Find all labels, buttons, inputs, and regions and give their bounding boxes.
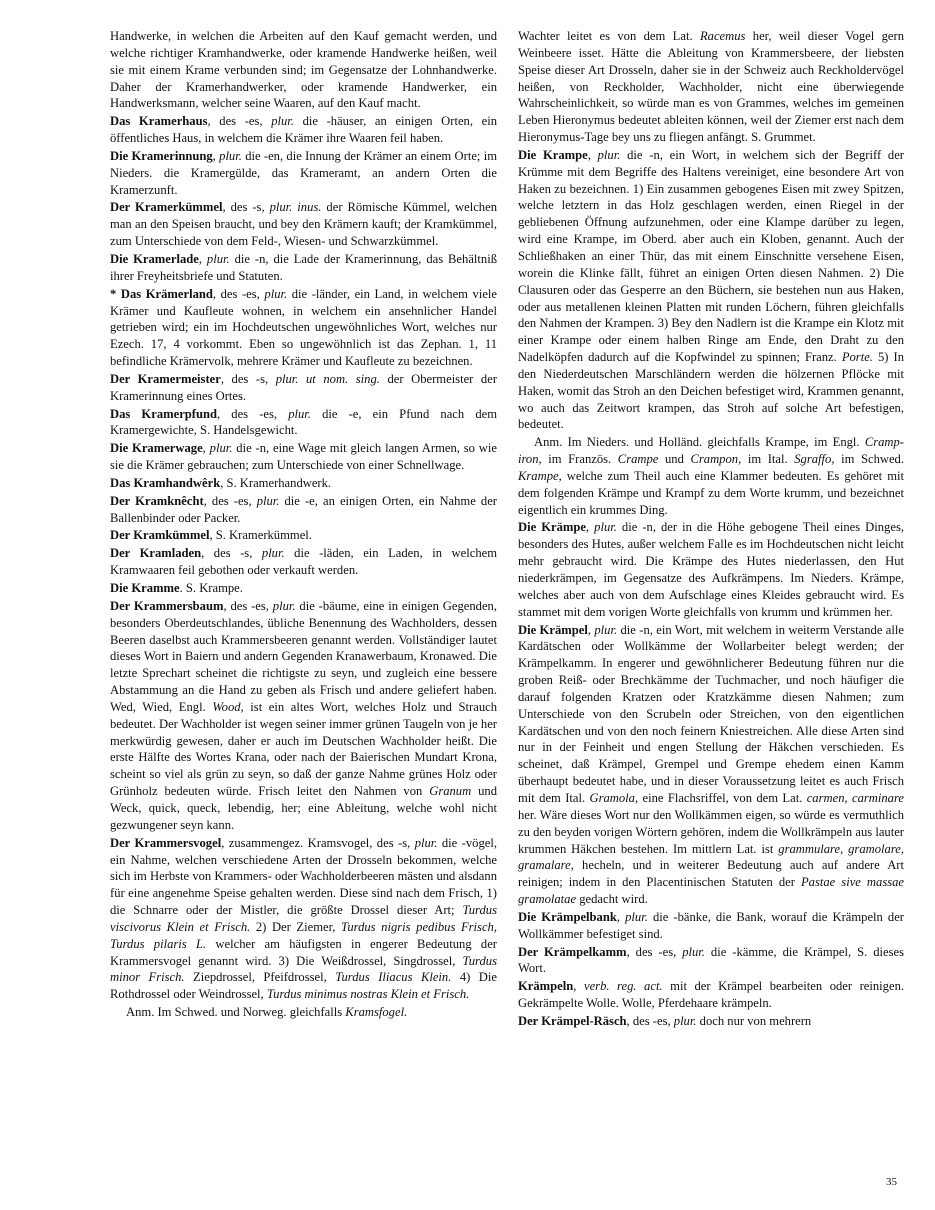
entry-text: die -n, ein Wort, mit welchem in weiterm Verstande alle Kardätschen oder Wollkämme der Wollarbeiter belegt werden; der Krämpelkamm. In engerer und gewöhnlicherer Bedeutung führen nur die groben Reiß- oder Brechkämme der Tuchmacher, und noch häufiger die darauf folgenden Kratzen oder Kratzkämme diesen Nahmen; zum Unterschiede von den Scrubeln oder Streichen, von den eigentlichen Kardätschen und von den noch feinern Kniestreichen. Alle diese Arten sind nur in der Feinheit und engen Stellung der Häkchen verschieden. Es scheinet, daß Krämpel, Grempel und Grempe ehedem einen Kamm überhaupt bedeutet habe, und in dieser Voraussetzung leitet es auch Frisch mit dem Ital.	[518, 622, 904, 805]
dictionary-entry	[110, 493, 497, 527]
dictionary-entry	[110, 28, 497, 112]
italic-term: plur.	[219, 148, 242, 163]
dictionary-entry	[110, 440, 497, 474]
dictionary-entry	[110, 598, 497, 834]
entry-headword: Die Krämpel	[518, 622, 588, 637]
italic-term: plur.	[264, 286, 288, 301]
entry-headword: * Das Krämerland	[110, 286, 213, 301]
dictionary-entry	[518, 1013, 904, 1030]
entry-text: hecheln, und in weiterer Bedeutung auch auf andere Art reinigen; indem in den Placentinischen Statuten der	[518, 858, 904, 890]
dictionary-entry	[110, 545, 497, 579]
entry-text: ,	[616, 909, 626, 924]
italic-term: plur.	[594, 520, 617, 535]
entry-text: , des -es,	[626, 944, 683, 959]
italic-term: verb. reg. act.	[583, 979, 663, 994]
right-column	[518, 28, 904, 1031]
entry-headword: Das Kramerhaus	[110, 114, 208, 129]
entry-text: welcher am häufigsten in engerer Bedeutung der Krammersvogel genannt wird. 3) Die Weißdrossel, Singdrossel,	[110, 936, 497, 968]
dictionary-entry	[110, 527, 497, 544]
dictionary-entry	[110, 286, 497, 370]
italic-term: plur.	[261, 546, 285, 561]
entry-headword: Der Krammersvogel	[110, 835, 222, 850]
entry-headword: Die Kramerlade	[110, 251, 199, 266]
entry-text: , S. Kramerkümmel.	[209, 528, 312, 543]
entry-headword: Krämpeln	[518, 979, 574, 994]
dictionary-entry	[110, 113, 497, 147]
entry-text: und	[658, 452, 691, 467]
left-column	[110, 28, 497, 1022]
dictionary-entry	[518, 909, 904, 943]
entry-text: , des -s,	[220, 371, 276, 386]
page-number: 35	[886, 1176, 897, 1188]
entry-text: im Ital.	[741, 452, 795, 467]
annotation-paragraph	[518, 434, 904, 518]
entry-text: der Obermeister der Kramerinnung eines Ortes.	[110, 371, 498, 403]
italic-term: Porte.	[841, 350, 873, 365]
entry-text: ,	[202, 441, 210, 456]
entry-text: 2) Der Ziemer,	[250, 919, 342, 934]
entry-text: die -n, die Lade der Kramerinnung, das Behältniß ihrer Freyheitsbriefe und Statuten.	[110, 251, 498, 283]
entry-headword: Der Kramkümmel	[110, 528, 210, 543]
entry-text: Anm. Im Nieders. und Holländ. gleichfalls Krampe, im Engl.	[534, 435, 865, 450]
italic-term: plur.	[594, 622, 618, 637]
entry-text: Ziepdrossel, Pfeifdrossel,	[184, 970, 336, 985]
entry-text: die -en, die Innung der Krämer an einem Orte; im Nieders. die Kramergülde, das Krameramt, an andern Orten die Kramerzunft.	[110, 148, 498, 197]
italic-term: plur.	[288, 406, 311, 421]
entry-headword: Die Krämpelbank	[518, 909, 617, 924]
entry-text: ,	[198, 251, 207, 266]
entry-text: die -vögel, ein Nahme, welchen verschiedene Arten der Drosseln bekommen, welche sich im Herbste von Krammers- oder Wachholderbeeren mästen und alsdann für eine angenehme Speise gehalten werden. Diese sind nach dem Frisch, 1) die Schnarre oder der Mistler, die größte Drossel dieser Art;	[110, 835, 497, 918]
dictionary-entry	[518, 622, 904, 908]
annotation-paragraph	[110, 1004, 497, 1021]
entry-text: die -häuser, an einigen Orten, ein öffentliches Haus, in welchem die Krämer ihre Waaren feil haben.	[110, 114, 498, 146]
entry-text: her. Wäre dieses Wort nur den Wollkämmen eigen, so würde es vermuthlich zu den beyden vorigen Wörtern gehören, indem die Wollkrämpeln aus lauter krummen Häkchen bestehen. Im mittlern Lat. ist	[518, 807, 904, 856]
italic-term: Sgraffo,	[794, 452, 835, 467]
entry-text: , zusammengez. Kramsvogel, des -s,	[221, 835, 415, 850]
italic-term: carmen, carminare	[806, 790, 904, 805]
entry-headword: Die Kramme	[110, 581, 180, 595]
italic-term: Turdus Iliacus Klein.	[335, 970, 452, 985]
entry-text: ist ein altes Wort, welches Holz und Strauch bedeutet. Der Wachholder ist wegen seiner immer grünen Taugeln von je her merkwürdig gewesen, daher er auch im Deutschen Wachholder heißt. Die erste Hälfte des Wortes Krana, oder nach der Baierischen Mundart Krona, scheint so viel als grün zu seyn, so daß der ganze Nahme grünes Holz oder Grünholz bedeuten würde. Frisch leitet den Nahmen von	[110, 699, 497, 799]
entry-headword: Die Krämpe	[518, 520, 586, 535]
entry-text: , des -es,	[212, 286, 265, 301]
dictionary-entry	[110, 406, 497, 440]
entry-text: 5) In den Niederdeutschen Marschländern werden die hölzernen Pflöcke mit Haken, womit das Stroh an den Deichen befestiget wird, Krammen genannt, wo auch das Zeitwort krampen, das Stroh auf solche Art befestigen, bedeutet.	[518, 350, 904, 432]
italic-term: Racemus	[699, 29, 746, 43]
entry-headword: Der Krämpel-Räsch	[518, 1013, 627, 1028]
italic-term: grammulare, gramolare, gramalare,	[518, 841, 904, 873]
entry-text: die -bänke, die Bank, worauf die Krämpeln der Wollkämmer befestiget sind.	[518, 909, 905, 941]
entry-text: , des -es,	[207, 114, 272, 129]
dictionary-entry	[518, 147, 904, 433]
entry-text: her, weil dieser Vogel gern Weinbeere isset. Hätte die Ableitung von Krammersbeere, der liebsten Speise dieser Art Drosseln, daher sie in der Schweiz auch Reckholdervögel heißen, von Reckholder, Wachholder, nicht eine überwiegende Wahrscheinlichkeit, so würde man es von Grammes, welches im gemeinen Leben Hieronymus bedeutet ableiten können, weil der Ziemer erst nach dem Hieronymus-Tage bey uns zu fliegen anfängt. S. Grummet.	[518, 29, 904, 145]
italic-term: plur.	[597, 147, 621, 162]
entry-headword: Der Krämpelkamm	[518, 944, 627, 959]
dictionary-entry	[518, 944, 904, 978]
dictionary-entry	[110, 148, 497, 199]
entry-text: die -n, der in die Höhe gebogene Theil eines Dinges, besonders des Hutes, außer welchem Falle es im Hochdeutschen nicht leicht mehr gebraucht wird. Die Krämpe des Hutes niederlassen, den Hut niederkrämpen, im Gegensatze des Aufkrämpens. Im Nieders. Krämpe, welches aber auch von dem Aufschlage eines Kleides gebraucht wird. Es stammet mit dem vorigen Worte gleichfalls von krumm und krümmen her.	[518, 520, 904, 619]
entry-text: im Schwed.	[834, 452, 904, 467]
dictionary-entry	[518, 28, 904, 146]
italic-term: plur.	[206, 251, 230, 266]
entry-headword: Der Kramknêcht	[110, 493, 204, 508]
dictionary-entry	[518, 978, 904, 1012]
italic-term: Pastae sive massae gramolatae	[518, 875, 905, 907]
italic-term: Turdus nigris pedibus Frisch, Turdus pilaris L.	[110, 919, 497, 951]
entry-text: mit der Krämpel bearbeiten oder reinigen. Gekrämpelte Wolle. Wolle, Pferdehaare krämpeln.	[518, 979, 905, 1011]
italic-term: Wood,	[212, 699, 244, 714]
entry-text: , des -es,	[223, 598, 273, 613]
italic-term: Krampe,	[518, 468, 562, 483]
entry-text: Anm. Im Schwed. und Norweg. gleichfalls	[126, 1005, 346, 1020]
entry-text: die -kämme, die Krämpel, S. dieses Wort.	[518, 944, 905, 976]
entry-text: ,	[585, 520, 595, 535]
italic-term: plur. inus.	[269, 200, 322, 215]
entry-headword: Der Kramerkümmel	[110, 200, 223, 215]
entry-text: ,	[212, 148, 220, 163]
dictionary-entry	[110, 475, 497, 492]
dictionary-entry	[110, 580, 497, 597]
entry-text: die -länder, ein Land, in welchem viele Krämer und Kaufleute wohnen, in welchem ein ansehnlicher Handel getrieben wird; ein im Hochdeutschen ungewöhnliches Wort, welches nur Ezech. 17, 4 vorkommt. Eben so ungewöhnlich ist das Zephan. 1, 11 befindliche Krämervolk, mehrere Krämer und Kaufleute zu bezeichnen.	[110, 286, 498, 369]
italic-term: Gramola,	[589, 790, 639, 805]
entry-text: 4) Die Rothdrossel oder Weindrossel,	[110, 970, 497, 1002]
italic-term: plur.	[209, 441, 233, 456]
italic-term: plur. ut nom. sing.	[275, 371, 380, 386]
dictionary-entry	[110, 835, 497, 1003]
entry-text: , des -s,	[201, 546, 262, 561]
entry-text: , S. Kramerhandwerk.	[220, 475, 332, 490]
entry-headword: Das Kramerpfund	[110, 406, 217, 421]
entry-text: . S. Krampe.	[179, 581, 243, 595]
dictionary-entry	[110, 371, 497, 405]
entry-text: ,	[573, 979, 584, 994]
entry-text: die -läden, ein Laden, in welchem Kramwaaren feil gebothen oder verkauft werden.	[110, 546, 498, 578]
entry-text: die -bäume, eine in einigen Gegenden, besonders Oberdeutschlandes, übliche Benennung des Wachholders, dessen Beeren daselbst auch Krammersbeeren genannt werden. Vollständiger lautet dieses Wort in Baiern und andern Gegenden Kranawerbaum, Kronawed. Die letzte Sprechart scheinet die richtigste zu seyn, und zugleich eine bessere Abstammung an die Hand zu geben als Frisch und andere geliefert haben. Wed, Wied, Engl.	[110, 598, 498, 714]
entry-text: gedacht wird.	[576, 892, 648, 907]
entry-headword: Der Krammersbaum	[110, 598, 224, 613]
entry-headword: Die Kramerwage	[110, 441, 203, 456]
entry-headword: Die Krampe	[518, 147, 588, 162]
entry-text: die -e, an einigen Orten, ein Nahme der Ballenbinder oder Packer.	[110, 493, 497, 525]
entry-text: ,	[587, 147, 598, 162]
entry-text: eine Flachsriffel, von dem Lat.	[638, 790, 807, 805]
entry-text: , des -es,	[203, 493, 257, 508]
italic-term: Turdus viscivorus Klein et Frisch.	[110, 903, 497, 934]
entry-headword: Das Kramhandwêrk	[110, 475, 221, 490]
italic-term: plur.	[256, 493, 280, 508]
entry-text: , des -s,	[222, 200, 270, 215]
italic-term: Granum	[429, 784, 472, 799]
entry-text: Handwerke, in welchen die Arbeiten auf den Kauf gemacht werden, und welche richtiger Kramhandwerke, oder kramende Handwerke heißen, weil sie mit einem Krame verbunden sind; im Gegensatze der Lohnhandwerke. Daher der Kramerhandwerker, oder kramende Handwerker, ein Handwerksmann, welcher seine Waaren, auf den Kauf macht.	[110, 29, 497, 111]
italic-term: Turdus minor Frisch.	[110, 953, 497, 985]
dictionary-entry	[110, 251, 497, 285]
italic-term: plur.	[625, 909, 648, 924]
entry-text: welche zum Theil auch eine Klammer bedeuten. Es gehöret mit dem folgenden Krämpe und Krampf zu dem Worte krumm, und bezeichnet eigentlich ein krummes Ding.	[518, 468, 904, 517]
entry-text: und Weck, quick, queck, lebendig, her; eine Ableitung, welche wohl nicht gezwungener seyn kann.	[110, 784, 497, 832]
entry-text: der Römische Kümmel, welchen man an den Speisen braucht, und bey den Krämern kauft; der Kramkümmel, zum Unterschiede von dem Feld-, Wiesen- und Schwarzkümmel.	[110, 200, 497, 249]
italic-term: Kramsfogel.	[345, 1005, 408, 1020]
italic-term: plur.	[673, 1013, 697, 1028]
entry-text: im Französ.	[541, 452, 618, 467]
entry-text: , des -es,	[626, 1013, 674, 1028]
entry-headword: Der Kramladen	[110, 546, 202, 561]
dictionary-entry	[518, 519, 904, 620]
entry-text: die -n, eine Wage mit gleich langen Armen, so wie sie die Krämer gebrauchen; zum Unterschiede von einer Schnellwage.	[110, 441, 497, 473]
italic-term: Crampe	[617, 452, 659, 467]
entry-text: Wachter leitet es von dem Lat.	[518, 29, 700, 43]
italic-term: plur.	[414, 835, 438, 850]
entry-headword: Die Kramerinnung	[110, 148, 213, 163]
dictionary-entry	[110, 199, 497, 250]
entry-text: die -e, ein Pfund nach dem Kramergewichte, S. Handelsgewicht.	[110, 406, 498, 438]
italic-term: Crampon,	[690, 452, 742, 467]
entry-text: doch nur von mehrern	[696, 1013, 812, 1028]
italic-term: plur.	[271, 114, 294, 129]
italic-term: Turdus minimus nostras Klein et Frisch.	[266, 987, 470, 1002]
entry-text: die -n, ein Wort, in welchem sich der Begriff der Krümme mit dem Begriffe des Haltens vereiniget, eine besondere Art von Haken zu bezeichnen. 1) Ein zusammen gebogenes Eisen mit zwey Spitzen, welche letztern in das Holz geschlagen werden, einen Riegel in der gebliebenen Öffnung aufzunehmen, oder eine Klampe darüber zu legen, wird eine Krampe, im Oberd. aber auch ein Kloben, genannt. Auch der Schließhaken an einer Thür, das mit einem Einschnitte versehene Eisen, worein die Klinke fällt, führet an einigen Orten diesen Nahmen. 2) Die Clausuren oder das Gesperre an den Büchern, sie bestehen nun aus Haken, oder aus metallenen kleinen Platten mit runden Löchern, führen gleichfalls den Nahmen der Krampen. 3) Bey den Nadlern ist die Krampe ein Klotz mit einer Krampe oder einem halben Ringe am Ende, den Draht zu den Nadelköpfen dadurch auf die Kopfwindel zu spinnen; Franz.	[518, 147, 904, 365]
italic-term: Cramp-iron,	[518, 435, 904, 467]
italic-term: plur.	[272, 598, 296, 613]
italic-term: plur.	[682, 944, 705, 959]
entry-text: , des -es,	[217, 406, 289, 421]
entry-headword: Der Kramermeister	[110, 371, 221, 386]
entry-text: ,	[587, 622, 595, 637]
